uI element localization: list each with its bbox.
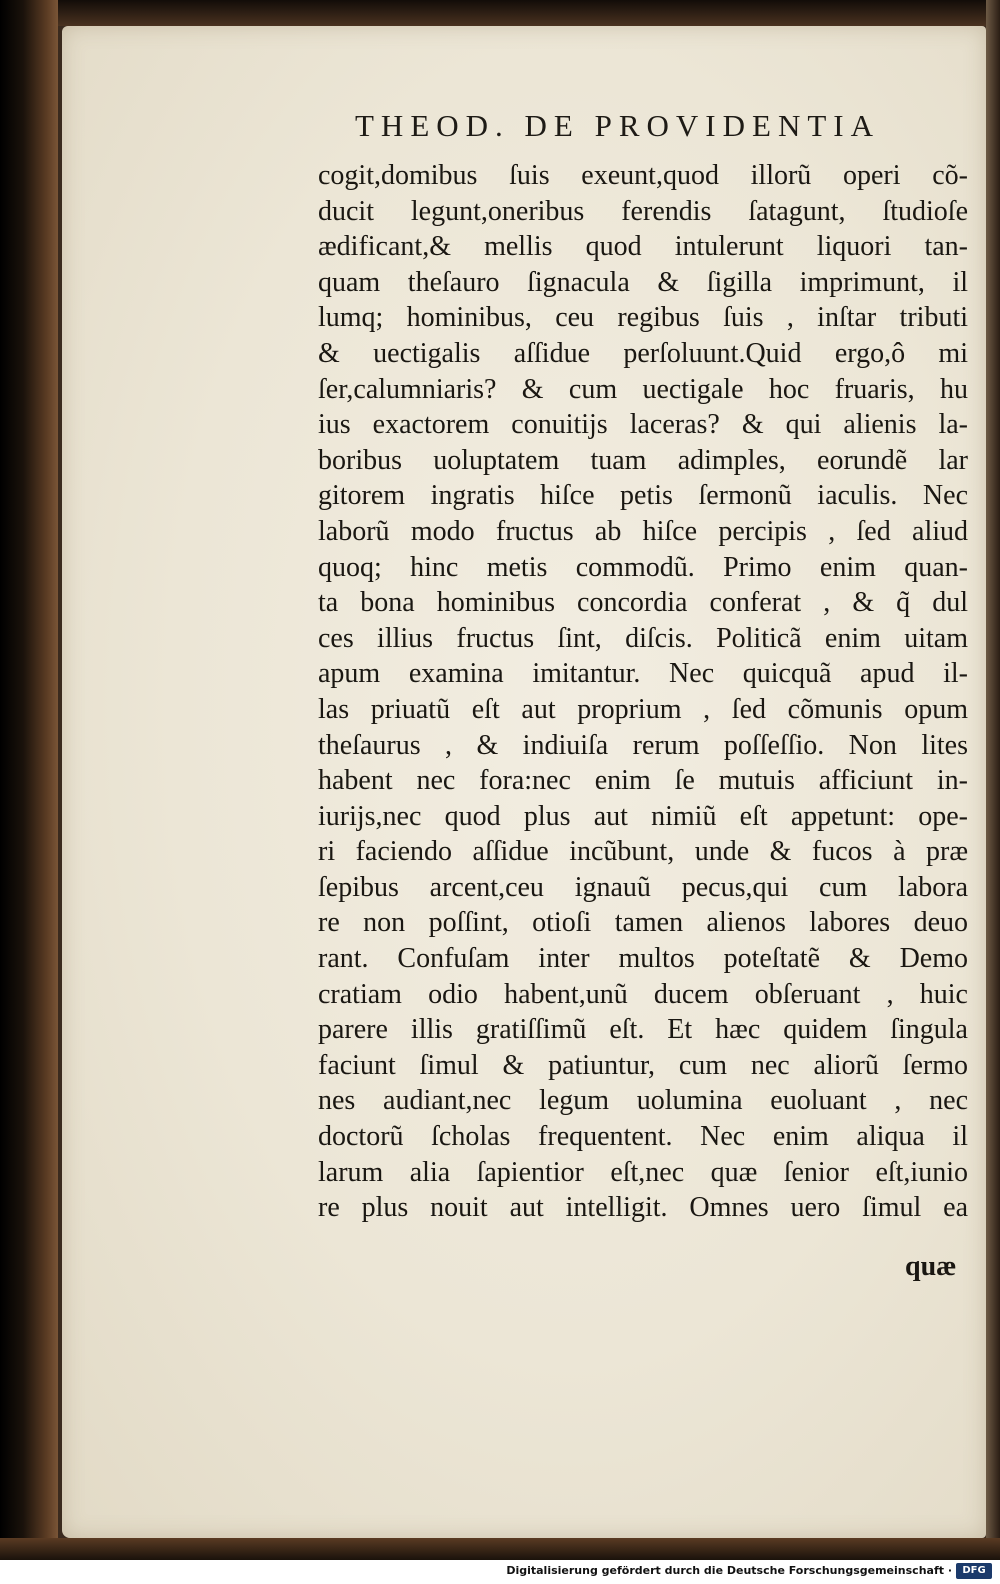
text-line: re non poſſint, otioſi tamen alienos labores deuo <box>318 907 968 939</box>
text-line: ius exactorem conuitijs laceras? & qui alienis la- <box>318 409 968 441</box>
text-line: larum alia ſapientior eſt,nec quæ ſenior eſt,iunio <box>318 1156 968 1188</box>
text-line: ſer,calumniaris? & cum uectigale hoc fruaris, hu <box>318 373 968 405</box>
text-line: quoq; hinc metis commodũ. Primo enim quan- <box>318 551 968 583</box>
text-line: ri faciendo aſſidue incũbunt, unde & fucos à præ <box>318 836 968 868</box>
text-line: lumq; hominibus, ceu regibus ſuis , inſtar tributi <box>318 302 968 334</box>
text-line: ces illius fructus ſint, diſcis. Politicã enim uitam <box>318 622 968 654</box>
text-line: nes audiant,nec legum uolumina euoluant , nec <box>318 1085 968 1117</box>
text-line: cratiam odio habent,unũ ducem obſeruant , huic <box>318 978 968 1010</box>
text-line: ducit legunt,oneribus ferendis ſatagunt, ſtudioſe <box>318 195 968 227</box>
book-top-edge <box>0 0 1000 26</box>
text-line: gitorem ingratis hiſce petis ſermonũ iaculis. Nec <box>318 480 968 512</box>
text-line: doctorũ ſcholas frequentent. Nec enim aliqua il <box>318 1121 968 1153</box>
text-line: theſaurus , & indiuiſa rerum poſſeſſio. Non lites <box>318 729 968 761</box>
text-line: re plus nouit aut intelligit. Omnes uero ſimul ea <box>318 1192 968 1224</box>
text-line: & uectigalis aſſidue perſoluunt.Quid ergo,ô mi <box>318 337 968 369</box>
text-line: ta bona hominibus concordia conferat , & q̃ dul <box>318 587 968 619</box>
text-line: parere illis gratiſſimũ eſt. Et hæc quidem ſingula <box>318 1014 968 1046</box>
text-line: ſepibus arcent,ceu ignauũ pecus,qui cum labora <box>318 871 968 903</box>
text-line: ædificant,& mellis quod intulerunt liquori tan- <box>318 231 968 263</box>
text-line: rant. Confuſam inter multos poteſtatẽ & Demo <box>318 943 968 975</box>
dfg-logo: DFG <box>956 1563 992 1579</box>
book-bottom-edge <box>0 1538 1000 1560</box>
text-line: boribus uoluptatem tuam adimples, eorundẽ lar <box>318 444 968 476</box>
text-line: cogit,domibus ſuis exeunt,quod illorũ operi cõ- <box>318 160 968 191</box>
text-line: las priuatũ eſt aut proprium , ſed cõmunis opum <box>318 693 968 725</box>
book-spine-shadow <box>0 0 58 1560</box>
footer-bar <box>0 1560 1000 1584</box>
footer-credit: Digitalisierung gefördert durch die Deutsche Forschungsgemeinschaft · <box>506 1564 952 1577</box>
text-line: apum examina imitantur. Nec quicquã apud il- <box>318 658 968 690</box>
running-head: THEOD. DE PROVIDENTIA <box>355 108 880 143</box>
text-line: faciunt ſimul & patiuntur, cum nec aliorũ ſermo <box>318 1049 968 1081</box>
catchword: quæ <box>905 1251 957 1282</box>
text-line: iurijs,nec quod plus aut nimiũ eſt appetunt: ope- <box>318 800 968 832</box>
body-text <box>318 158 968 1226</box>
text-line: habent nec fora:nec enim ſe mutuis afficiunt in- <box>318 765 968 797</box>
text-line: laborũ modo fructus ab hiſce percipis , ſed aliud <box>318 515 968 547</box>
book-right-edge <box>986 0 1000 1560</box>
text-line: quam theſauro ſignacula & ſigilla imprimunt, il <box>318 266 968 298</box>
